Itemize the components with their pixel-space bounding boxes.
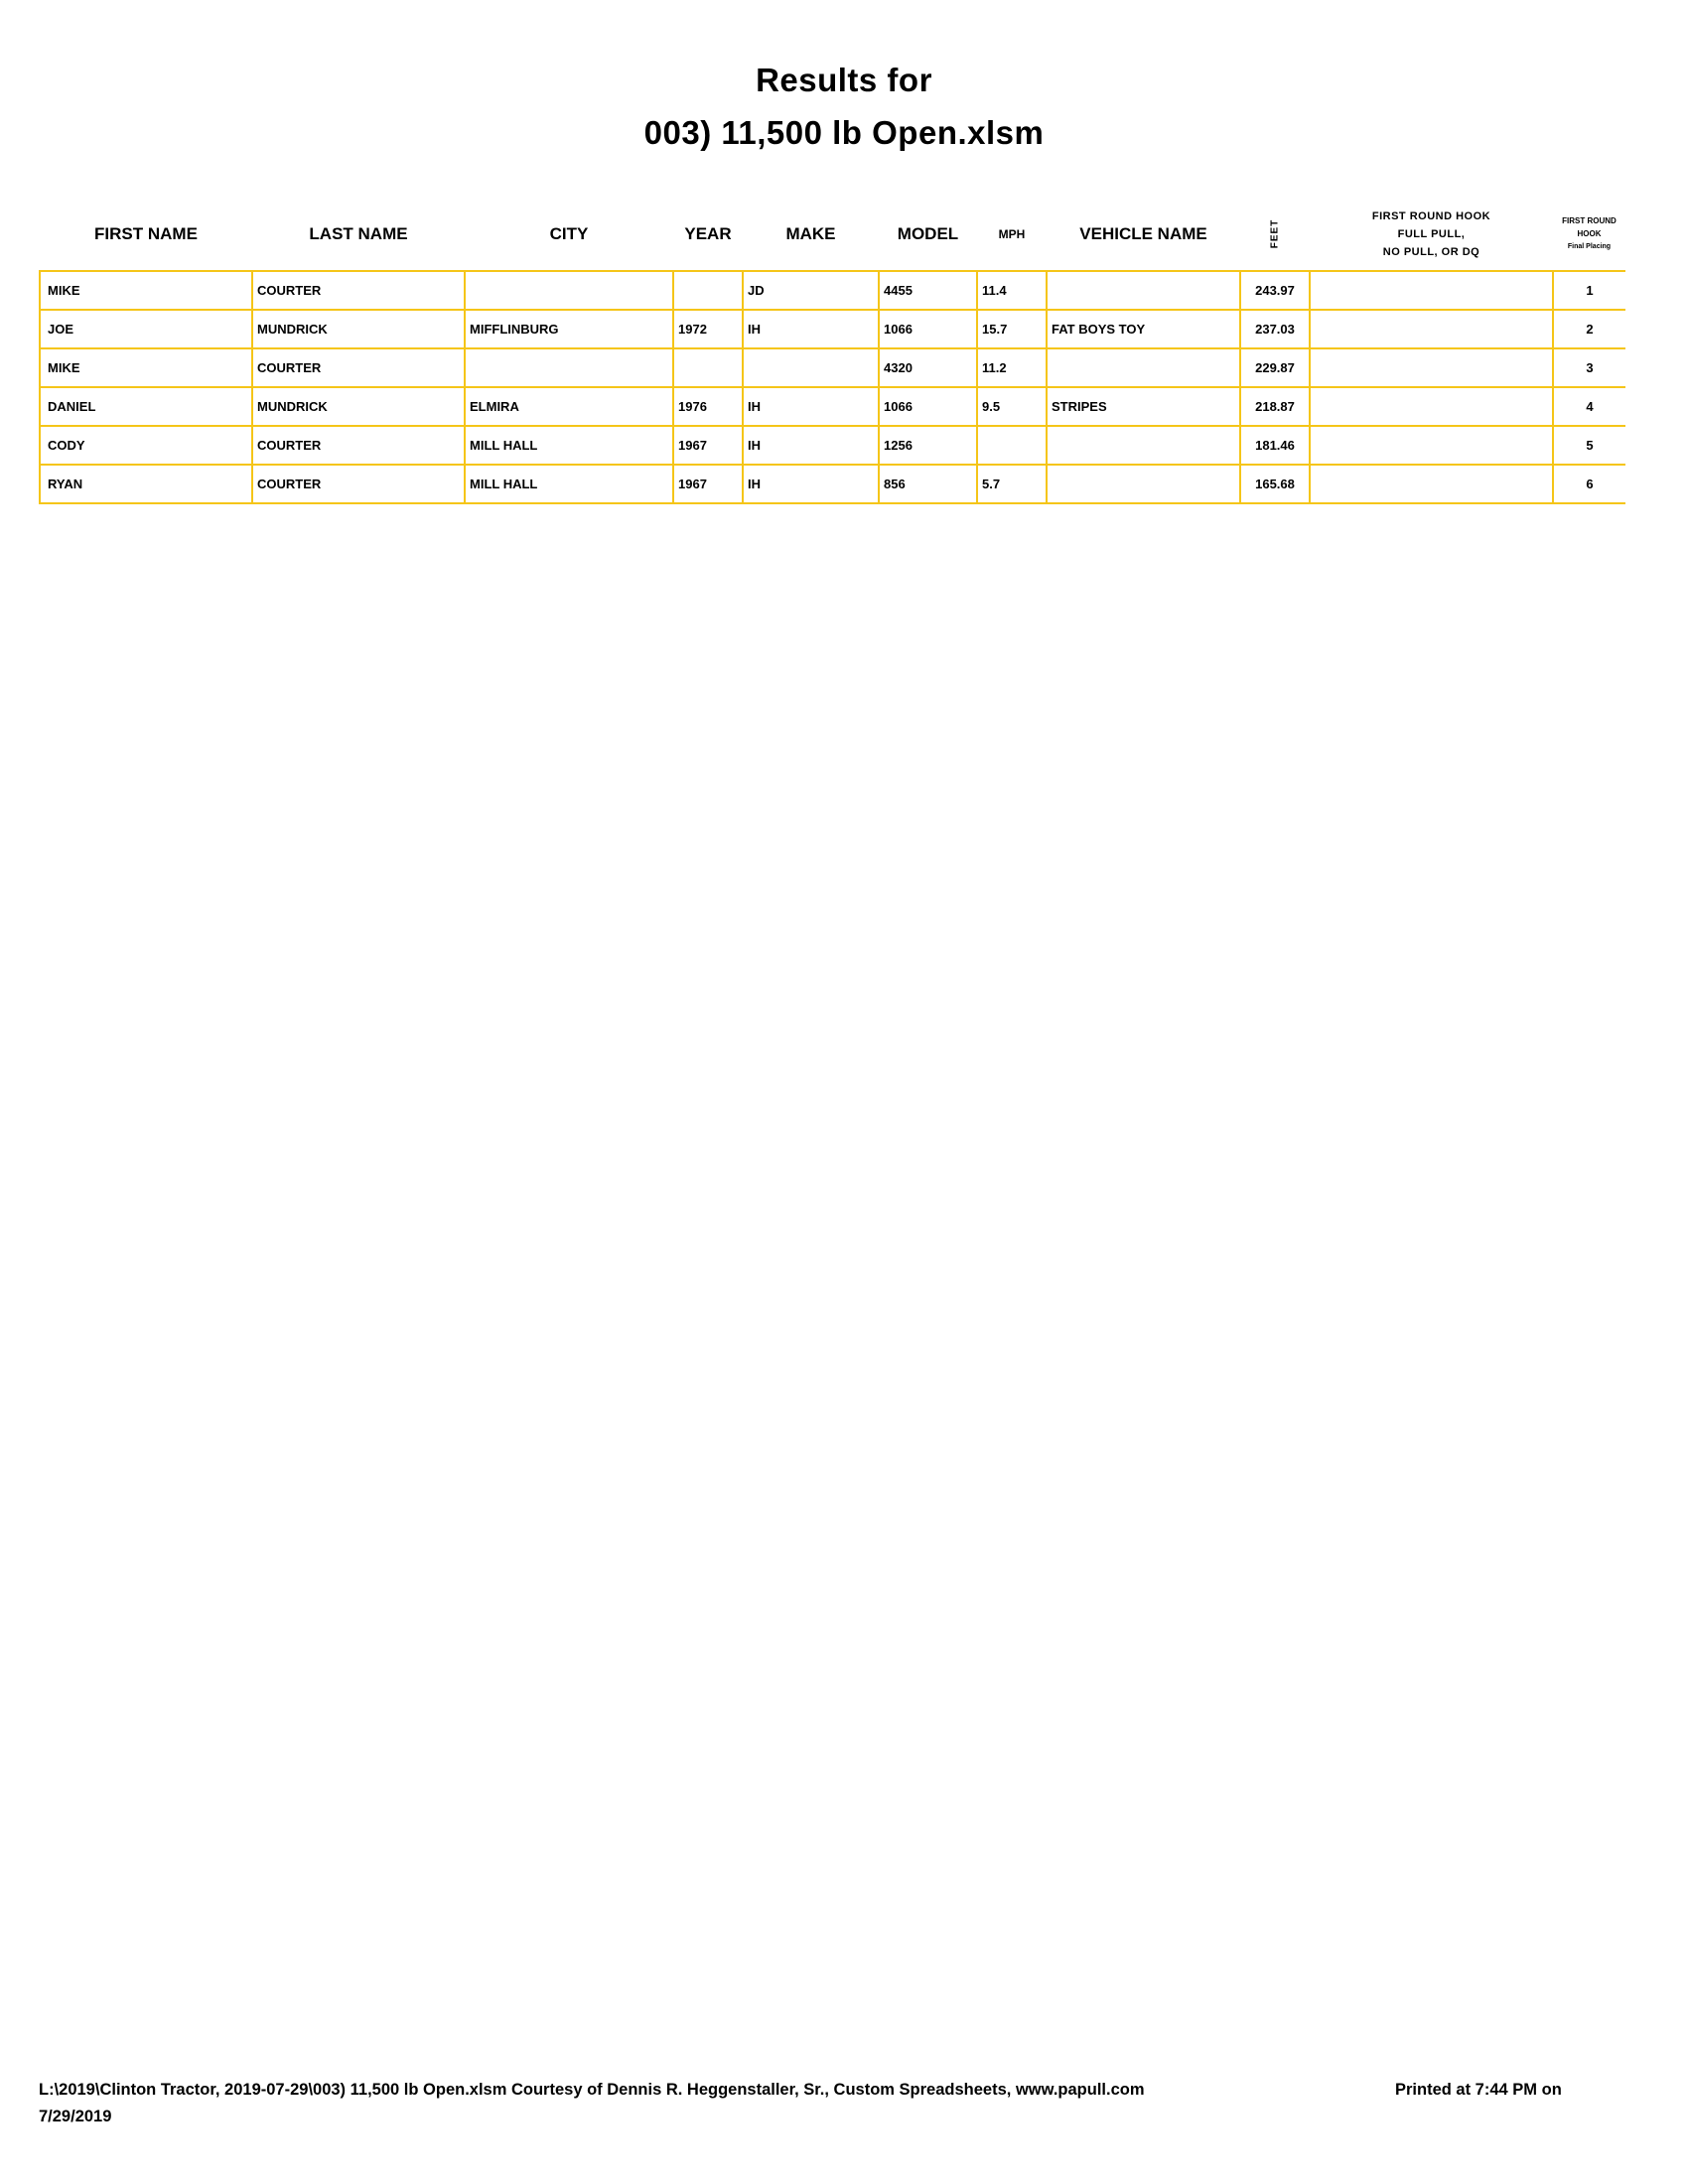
cell-make: IH xyxy=(743,387,879,426)
cell-placing: 3 xyxy=(1553,348,1625,387)
header-hook-line3: NO PULL, OR DQ xyxy=(1382,245,1480,258)
cell-last-name: MUNDRICK xyxy=(252,387,465,426)
cell-mph: 9.5 xyxy=(977,387,1047,426)
header-feet xyxy=(1240,198,1310,271)
page-subtitle: 003) 11,500 lb Open.xlsm xyxy=(643,114,1045,151)
cell-model: 856 xyxy=(879,465,977,503)
cell-last-name: COURTER xyxy=(252,465,465,503)
table-row xyxy=(40,465,1625,503)
page-title: Results for xyxy=(756,62,932,98)
cell-feet: 218.87 xyxy=(1240,387,1310,426)
header-hook-line2: FULL PULL, xyxy=(1397,227,1466,240)
footer-printed-at: Printed at 7:44 PM on xyxy=(1395,2081,1562,2099)
cell-model: 4455 xyxy=(879,271,977,310)
cell-mph: 15.7 xyxy=(977,310,1047,348)
cell-year: 1967 xyxy=(673,426,743,465)
cell-vehicle-name xyxy=(1047,426,1240,465)
cell-hook xyxy=(1310,271,1553,310)
cell-hook xyxy=(1310,465,1553,503)
cell-mph: 11.2 xyxy=(977,348,1047,387)
cell-city xyxy=(465,348,673,387)
table-row xyxy=(40,271,1625,310)
cell-model: 1066 xyxy=(879,387,977,426)
cell-year: 1972 xyxy=(673,310,743,348)
cell-year: 1976 xyxy=(673,387,743,426)
cell-city: ELMIRA xyxy=(465,387,673,426)
cell-model: 1256 xyxy=(879,426,977,465)
header-model: MODEL xyxy=(897,223,959,243)
header-feet-label: FEET xyxy=(1269,218,1281,249)
cell-year xyxy=(673,348,743,387)
cell-placing: 4 xyxy=(1553,387,1625,426)
header-first-name: FIRST NAME xyxy=(94,223,198,243)
header-city: CITY xyxy=(549,223,589,243)
cell-placing: 2 xyxy=(1553,310,1625,348)
cell-hook xyxy=(1310,387,1553,426)
cell-city: MILL HALL xyxy=(465,426,673,465)
cell-vehicle-name: STRIPES xyxy=(1047,387,1240,426)
cell-placing: 1 xyxy=(1553,271,1625,310)
cell-placing: 5 xyxy=(1553,426,1625,465)
cell-make: IH xyxy=(743,310,879,348)
cell-mph: 5.7 xyxy=(977,465,1047,503)
cell-vehicle-name: FAT BOYS TOY xyxy=(1047,310,1240,348)
cell-feet: 181.46 xyxy=(1240,426,1310,465)
cell-feet: 243.97 xyxy=(1240,271,1310,310)
cell-first-name: JOE xyxy=(40,310,252,348)
results-table xyxy=(39,198,1625,504)
table-row xyxy=(40,387,1625,426)
cell-make: IH xyxy=(743,465,879,503)
cell-hook xyxy=(1310,426,1553,465)
cell-mph xyxy=(977,426,1047,465)
cell-feet: 165.68 xyxy=(1240,465,1310,503)
cell-city: MIFFLINBURG xyxy=(465,310,673,348)
footer-path: L:\2019\Clinton Tractor, 2019-07-29\003) 11,500 lb Open.xlsm Courtesy of Dennis R. Heggenstaller, Sr., Custom Spreadsheets, www.papull.com xyxy=(39,2081,1145,2099)
cell-model: 1066 xyxy=(879,310,977,348)
cell-year: 1967 xyxy=(673,465,743,503)
cell-city: MILL HALL xyxy=(465,465,673,503)
cell-first-name: MIKE xyxy=(40,348,252,387)
cell-feet: 229.87 xyxy=(1240,348,1310,387)
cell-hook xyxy=(1310,348,1553,387)
header-make: MAKE xyxy=(785,223,836,243)
cell-vehicle-name xyxy=(1047,271,1240,310)
cell-hook xyxy=(1310,310,1553,348)
header-vehicle-name: VEHICLE NAME xyxy=(1079,223,1207,243)
cell-first-name: CODY xyxy=(40,426,252,465)
cell-last-name: COURTER xyxy=(252,348,465,387)
cell-vehicle-name xyxy=(1047,465,1240,503)
header-place-line3: Final Placing xyxy=(1567,243,1612,250)
cell-first-name: RYAN xyxy=(40,465,252,503)
header-last-name: LAST NAME xyxy=(309,223,408,243)
table-row xyxy=(40,426,1625,465)
cell-mph: 11.4 xyxy=(977,271,1047,310)
table-row xyxy=(40,310,1625,348)
cell-model: 4320 xyxy=(879,348,977,387)
cell-last-name: MUNDRICK xyxy=(252,310,465,348)
header-place-line1: FIRST ROUND xyxy=(1562,216,1617,225)
header-final-placing xyxy=(1553,198,1625,271)
header-mph: MPH xyxy=(998,226,1026,241)
cell-make xyxy=(743,348,879,387)
header-row xyxy=(40,198,1625,271)
cell-city xyxy=(465,271,673,310)
cell-make: JD xyxy=(743,271,879,310)
cell-first-name: DANIEL xyxy=(40,387,252,426)
footer-date: 7/29/2019 xyxy=(39,2108,112,2125)
cell-last-name: COURTER xyxy=(252,426,465,465)
cell-first-name: MIKE xyxy=(40,271,252,310)
footer-file-info xyxy=(39,2077,1145,2130)
cell-vehicle-name xyxy=(1047,348,1240,387)
header-place-line2: HOOK xyxy=(1577,229,1602,238)
cell-feet: 237.03 xyxy=(1240,310,1310,348)
cell-year xyxy=(673,271,743,310)
cell-placing: 6 xyxy=(1553,465,1625,503)
results-body xyxy=(40,271,1625,503)
cell-last-name: COURTER xyxy=(252,271,465,310)
header-year: YEAR xyxy=(684,223,732,243)
cell-make: IH xyxy=(743,426,879,465)
header-first-round-hook xyxy=(1310,198,1553,271)
header-hook-line1: FIRST ROUND HOOK xyxy=(1371,209,1491,222)
table-row xyxy=(40,348,1625,387)
